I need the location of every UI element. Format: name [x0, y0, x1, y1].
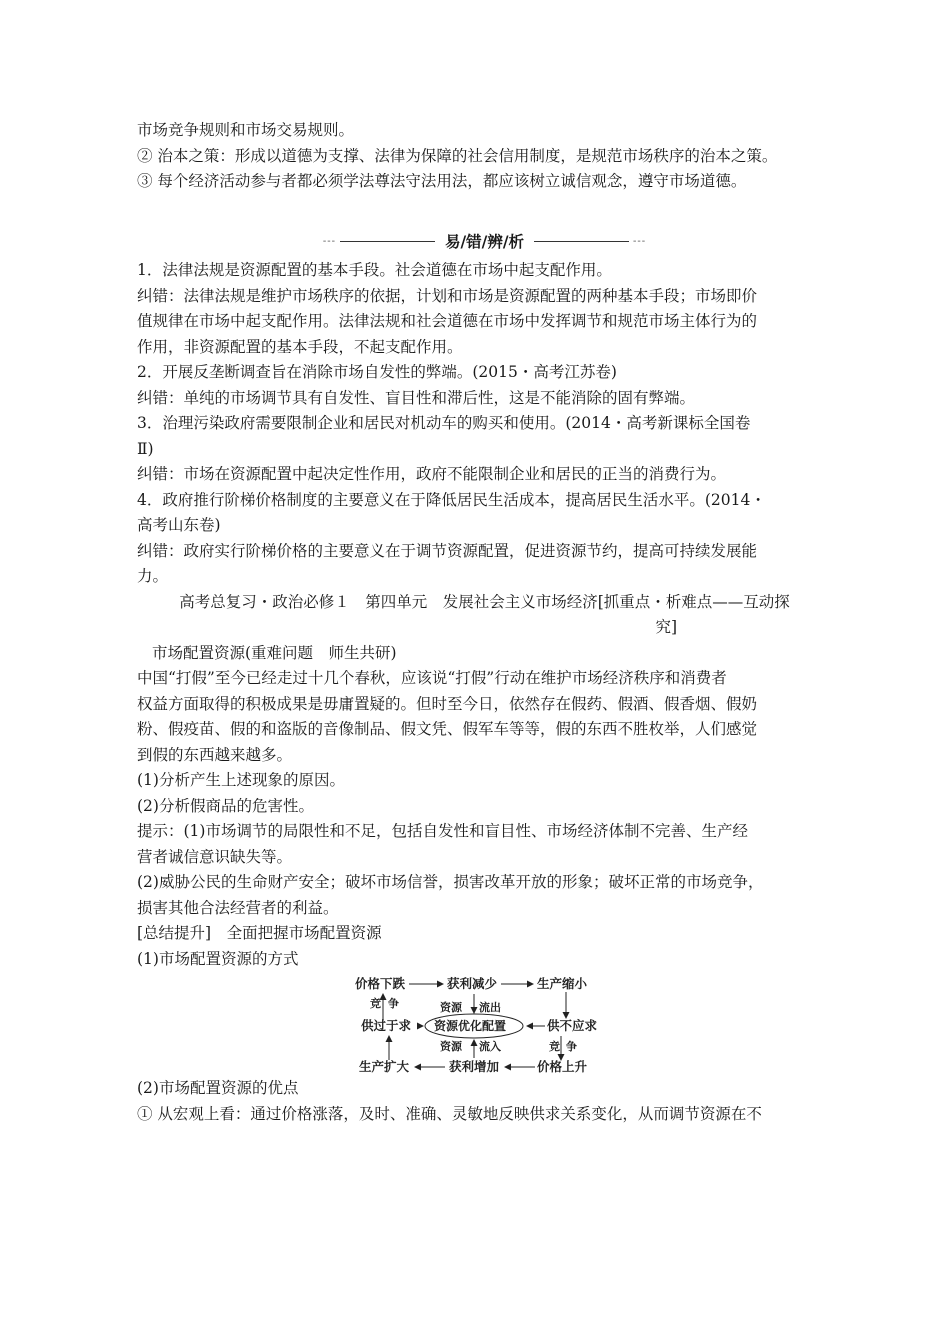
error-correction: 力。 — [137, 567, 169, 585]
error-correction: 纠错：法律法规是维护市场秩序的依据，计划和市场是资源配置的两种基本手段；市场即价 — [137, 286, 758, 305]
separator-rule-right — [534, 241, 629, 242]
body-line: 权益方面取得的积极成果是毋庸置疑的。但时至今日，依然存在假药、假酒、假香烟、假奶 — [137, 694, 758, 713]
separator-dashes-right: --- — [632, 235, 647, 247]
error-correction: 纠错：单纯的市场调节具有自发性、盲目性和滞后性，这是不能消除的固有弊端。 — [137, 388, 696, 407]
question-item: (1)分析产生上述现象的原因。 — [137, 771, 345, 789]
node-supply-exceeds: 供过于求 — [361, 1018, 412, 1033]
hint-line: 营者诚信意识缺失等。 — [137, 847, 293, 866]
node-price-fall: 价格下跌 — [355, 976, 406, 991]
text-line: ② 治本之策：形成以道德为支撑、法律为保障的社会信用制度，是规范市场秩序的治本之策。 — [137, 146, 778, 165]
separator-rule-left — [340, 241, 435, 242]
hint-line: (2)威胁公民的生命财产安全；破坏市场信誉，损害改革开放的形象；破坏正常的市场竞争， — [137, 873, 764, 891]
label-competition-right-a: 竞 — [549, 1040, 560, 1053]
question-item: (2)分析假商品的危害性。 — [137, 796, 314, 815]
label-competition-right-b: 争 — [566, 1040, 577, 1053]
label-resource-in-b: 流入 — [479, 1040, 501, 1053]
separator-title: 易/错/辨/析 — [445, 231, 524, 251]
error-correction: 纠错：政府实行阶梯价格的主要意义在于调节资源配置，促进资源节约，提高可持续发展能 — [137, 541, 758, 560]
section-heading: 高考总复习・政治必修１ 第四单元 发展社会主义市场经济[抓重点・析难点——互动探 — [179, 592, 790, 611]
section-heading-cont: 究] — [655, 618, 677, 636]
sub-heading: 市场配置资源(重难问题 师生共研) — [152, 643, 397, 662]
error-correction: 纠错：市场在资源配置中起决定性作用，政府不能限制企业和居民的正当的消费行为。 — [137, 465, 727, 483]
node-resource-optimal: 资源优化配置 — [434, 1019, 507, 1033]
error-correction: 值规律在市场中起支配作用。法律法规和社会道德在市场中发挥调节和规范市场主体行为的 — [137, 312, 758, 330]
body-line: 粉、假疫苗、假的和盗版的音像制品、假文凭、假军车等等，假的东西不胜枚举，人们感觉 — [137, 720, 758, 738]
text-line: ③ 每个经济活动参与者都必须学法尊法守法用法，都应该树立诚信观念，遵守市场道德。 — [137, 172, 747, 190]
error-item: 2．开展反垄断调查旨在消除市场自发性的弊端。(2015・高考江苏卷) — [137, 363, 617, 381]
label-competition-left-b: 争 — [388, 997, 399, 1010]
node-production-expand: 生产扩大 — [359, 1059, 410, 1074]
node-production-shrink: 生产缩小 — [537, 976, 588, 991]
body-line: 到假的东西越来越多。 — [137, 745, 293, 764]
node-profit-increase: 获利增加 — [449, 1059, 500, 1074]
error-item: 4．政府推行阶梯价格制度的主要意义在于降低居民生活成本，提高居民生活水平。(2014・ — [137, 490, 766, 509]
error-item: 高考山东卷) — [137, 516, 221, 534]
hint-line: 损害其他合法经营者的利益。 — [137, 898, 339, 917]
body-line: 中国“打假”至今已经走过十几个春秋，应该说“打假”行动在维护市场经济秩序和消费者 — [137, 669, 727, 687]
section-separator — [137, 229, 832, 255]
error-item: 3．治理污染政府需要限制企业和居民对机动车的购买和使用。(2014・高考新课标全国卷 — [137, 414, 751, 432]
subsection-title: (2)市场配置资源的优点 — [137, 1079, 299, 1097]
label-resource-out-a: 资源 — [440, 1001, 462, 1014]
summary-heading: [总结提升] 全面把握市场配置资源 — [137, 924, 382, 942]
market-allocation-diagram — [137, 974, 832, 1074]
label-competition-left-a: 竞 — [370, 997, 381, 1010]
label-resource-out-b: 流出 — [479, 1001, 501, 1014]
separator-dashes-left: --- — [322, 235, 336, 247]
error-correction: 作用，非资源配置的基本手段，不起支配作用。 — [137, 337, 463, 356]
error-item: Ⅱ) — [137, 439, 154, 458]
text-line: 市场竞争规则和市场交易规则。 — [137, 121, 355, 139]
document-page — [137, 118, 832, 1127]
cycle-diagram-svg — [137, 974, 832, 1074]
error-item: 1．法律法规是资源配置的基本手段。社会道德在市场中起支配作用。 — [137, 261, 612, 279]
node-profit-decrease: 获利减少 — [447, 976, 498, 991]
subsection-title: (1)市场配置资源的方式 — [137, 949, 299, 968]
label-resource-in-a: 资源 — [440, 1040, 462, 1053]
node-demand-exceeds: 供不应求 — [547, 1018, 598, 1033]
hint-line: 提示：(1)市场调节的局限性和不足，包括自发性和盲目性、市场经济体制不完善、生产经 — [137, 822, 748, 840]
body-line: ① 从宏观上看：通过价格涨落，及时、准确、灵敏地反映供求关系变化，从而调节资源在不 — [137, 1104, 762, 1123]
node-price-rise: 价格上升 — [537, 1059, 588, 1074]
